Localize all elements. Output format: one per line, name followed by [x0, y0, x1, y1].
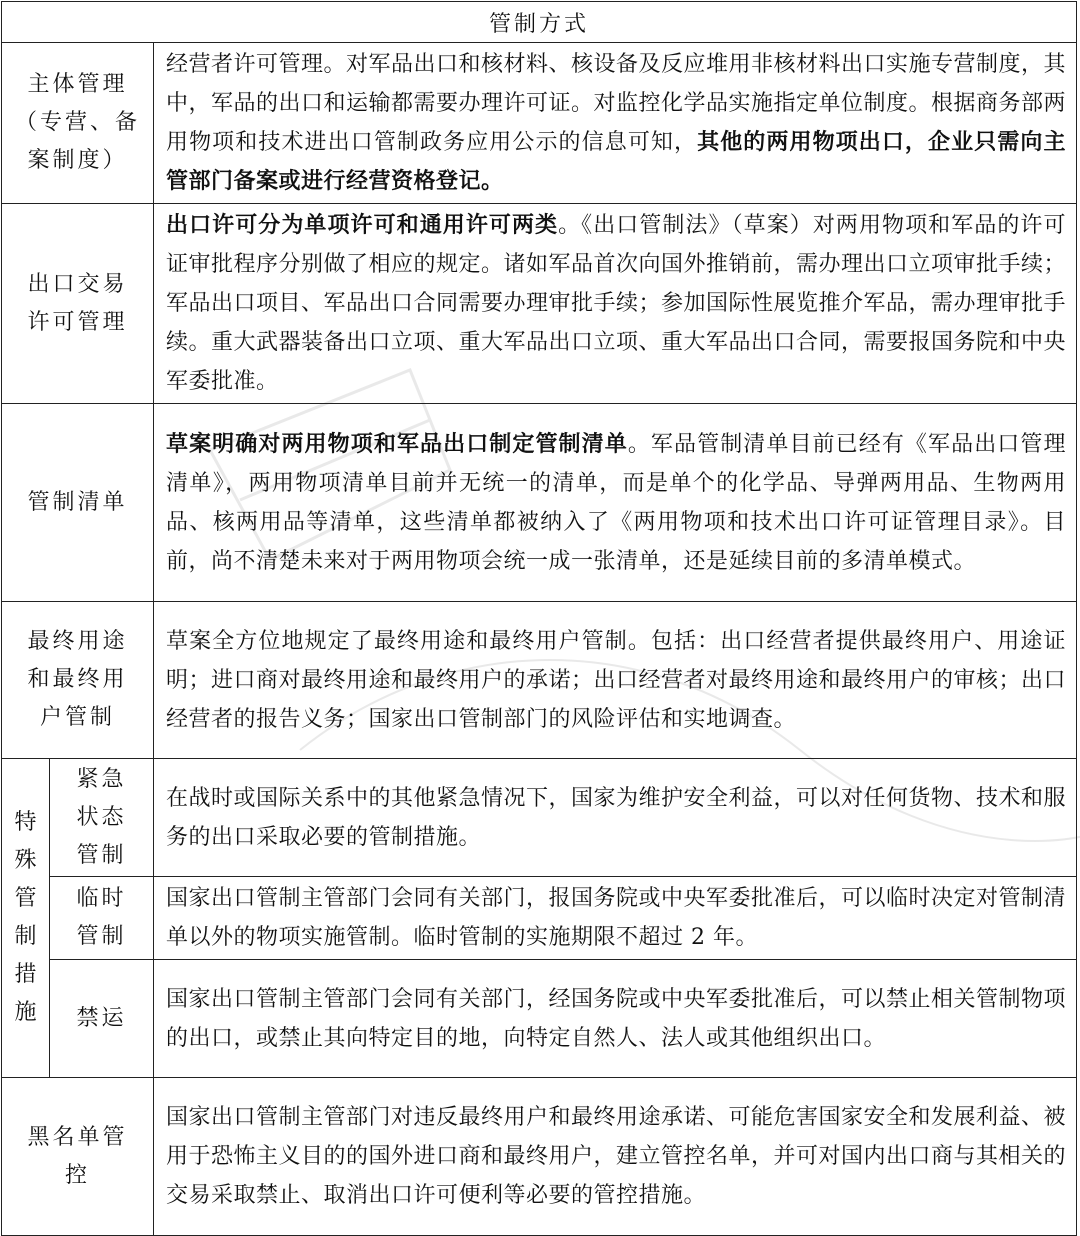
- list-text: 。军品管制清单目前已经有《军品出口管理清单》，两用物项清单目前并无统一的清单，而是单个的化学品、导弹两用品、生物两用品、核两用品等清单，这些清单都被纳入了《两用物项和技术出口许可证管理目录》。目前，尚不清楚未来对于两用物项会统一成一张清单，还是延续目前的多清单模式。: [166, 431, 1066, 574]
- row-label-control-list: 管制清单: [2, 404, 154, 602]
- subject-bold-text: 其他的两用物项出口，企业只需向主管部门备案或进行经营资格登记。: [166, 129, 1066, 194]
- row-content-end-use: 草案全方位地规定了最终用途和最终用户管制。包括：出口经营者提供最终用户、用途证明；进口商对最终用途和最终用户的承诺；出口经营者对最终用途和最终用户的审核；出口经营者的报告义务；国家出口管制部门的风险评估和实地调查。: [154, 602, 1077, 759]
- list-bold-text: 草案明确对两用物项和军品出口制定管制清单: [166, 430, 628, 457]
- sub-label-embargo: 禁运: [50, 960, 154, 1078]
- row-label-special-measures: [2, 759, 50, 1078]
- row-content-emergency: 在战时或国际关系中的其他紧急情况下，国家为维护安全利益，可以对任何货物、技术和服务的出口采取必要的管制措施。: [154, 759, 1077, 877]
- row-label-export-license: 出口交易许可管理: [2, 204, 154, 404]
- special-char-1: 特: [14, 810, 37, 835]
- subject-text: 经营者许可管理。对军品出口和核材料、核设备及反应堆用非核材料出口实施专营制度，其中，军品的出口和运输都需要办理许可证。对监控化学品实施指定单位制度。根据商务部两用物项和技术进出口管制政务应用公示的信息可知，: [166, 52, 1067, 155]
- license-bold-text: 出口许可分为单项许可和通用许可两类: [166, 212, 559, 238]
- special-char-3: 管: [14, 886, 37, 911]
- license-text: 。《出口管制法》（草案）对两用物项和军品的许可证审批程序分别做了相应的规定。诸如军品首次向国外推销前，需办理出口立项审批手续；军品出口项目、军品出口合同需要办理审批手续；参加国际性展览推介军品，需办理审批手续。重大武器装备出口立项、重大军品出口立项、重大军品出口合同，需要报国务院和中央军委批准。: [166, 213, 1067, 394]
- special-char-2: 殊: [14, 848, 37, 873]
- special-char-5: 措: [14, 962, 37, 987]
- row-label-end-use: 最终用途和最终用户管制: [2, 602, 154, 759]
- row-content-control-list: [154, 404, 1077, 602]
- export-control-table: [1, 1, 1077, 1236]
- row-content-export-license: [154, 204, 1077, 404]
- row-content-blacklist: 国家出口管制主管部门对违反最终用户和最终用途承诺、可能危害国家安全和发展利益、被用于恐怖主义目的的国外进口商和最终用户，建立管控名单，并可对国内出口商与其相关的交易采取禁止、取消出口许可便利等必要的管控措施。: [154, 1078, 1077, 1236]
- special-char-4: 制: [14, 924, 37, 949]
- sub-label-temporary: 临时管制: [50, 877, 154, 960]
- row-label-subject-management: 主体管理（专营、备案制度）: [2, 43, 154, 204]
- special-char-6: 施: [14, 1000, 37, 1025]
- row-label-blacklist: 黑名单管控: [2, 1078, 154, 1236]
- table-header: 管制方式: [2, 2, 1077, 43]
- sub-label-emergency: 紧急状态管制: [50, 759, 154, 877]
- row-content-subject-management: [154, 43, 1077, 204]
- row-content-temporary: 国家出口管制主管部门会同有关部门，报国务院或中央军委批准后，可以临时决定对管制清单以外的物项实施管制。临时管制的实施期限不超过 2 年。: [154, 877, 1077, 960]
- row-content-embargo: 国家出口管制主管部门会同有关部门，经国务院或中央军委批准后，可以禁止相关管制物项的出口，或禁止其向特定目的地，向特定自然人、法人或其他组织出口。: [154, 960, 1077, 1078]
